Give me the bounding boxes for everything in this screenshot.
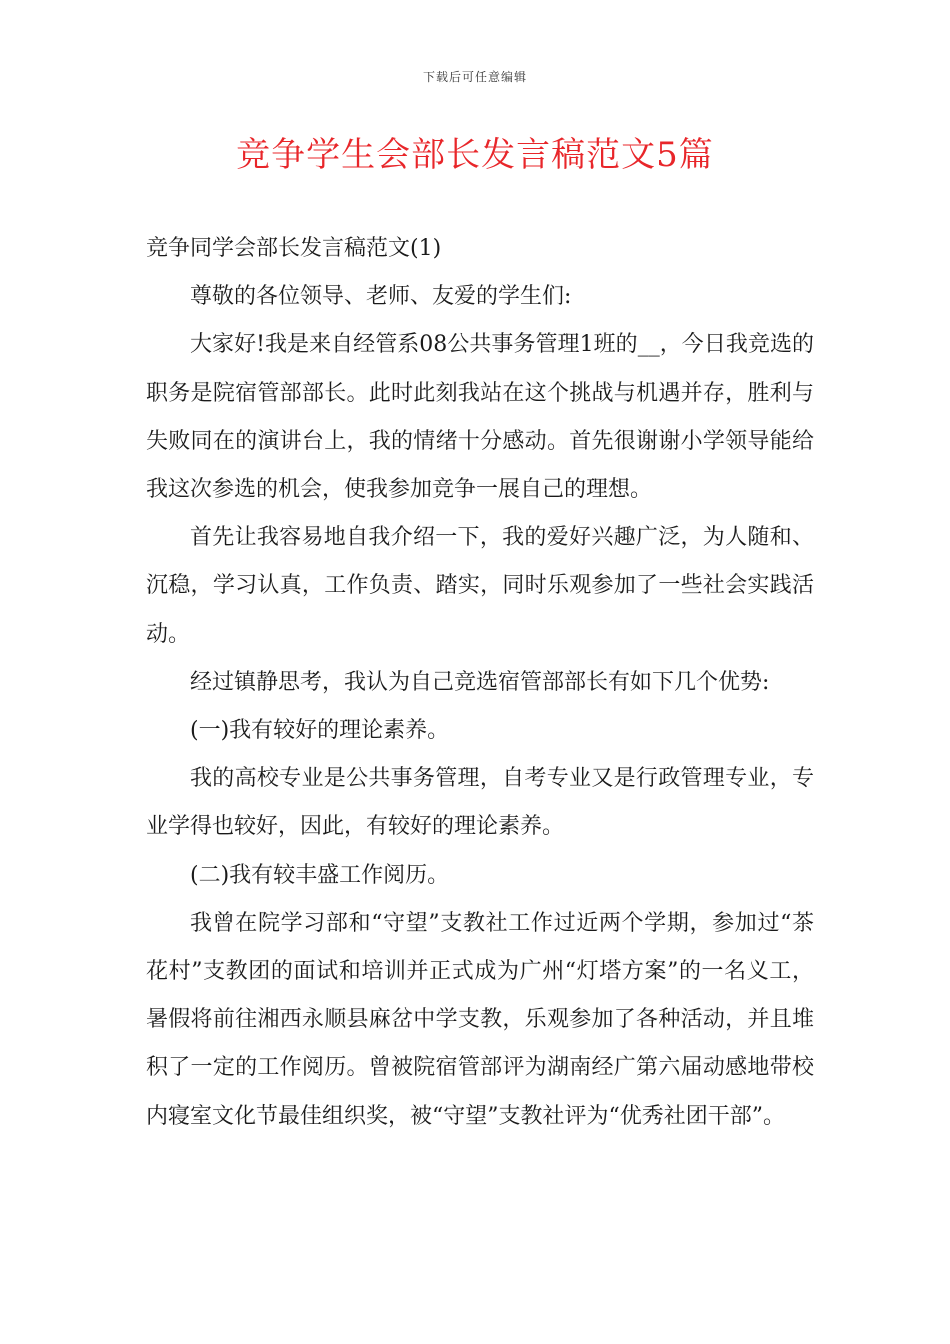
paragraph-self-intro: 首先让我容易地自我介绍一下，我的爱好兴趣广泛，为人随和、沉稳，学习认真，工作负责、踏实，同时乐观参加了一些社会实践活动。 [146,525,814,647]
document-title: 竞争学生会部长发言稿范文5篇 [236,135,714,175]
section-heading: 竞争同学会部长发言稿范文(1) [146,236,442,261]
document-body [146,225,814,1141]
paragraph-point-two: (二)我有较丰盛工作阅历。 [190,862,450,888]
paragraph-advantages-intro: 经过镇静思考，我认为自己竞选宿管部部长有如下几个优势: [190,669,770,695]
paragraph-greeting: 尊敬的各位领导、老师、友爱的学生们: [190,284,572,310]
paragraph-experience: 我曾在院学习部和“守望”支教社工作过近两个学期，参加过“茶花村”支教团的面试和培训并正式成为广州“灯塔方案”的一名义工，暑假将前往湘西永顺县麻岔中学支教，乐观参加了各种活动，并且堆积了一定的工作阅历。曾被院宿管部评为湖南经广第六届动感地带校内寝室文化节最佳组织奖，被“守望”支教社评为“优秀社团干部”。 [146,910,814,1129]
header-note: 下载后可任意编辑 [422,70,527,84]
paragraph-theory: 我的高校专业是公共事务管理，自考专业又是行政管理专业，专业学得也较好，因此，有较好的理论素养。 [146,766,814,840]
paragraph-introduction: 大家好!我是来自经管系08公共事务管理1班的__，今日我竞选的职务是院宿管部部长。此时此刻我站在这个挑战与机遇并存，胜利与失败同在的演讲台上，我的情绪十分感动。首先很谢谢小学领导能给我这次参选的机会，使我参加竞争一展自己的理想。 [146,332,814,503]
paragraph-point-one: (一)我有较好的理论素养。 [190,718,450,744]
